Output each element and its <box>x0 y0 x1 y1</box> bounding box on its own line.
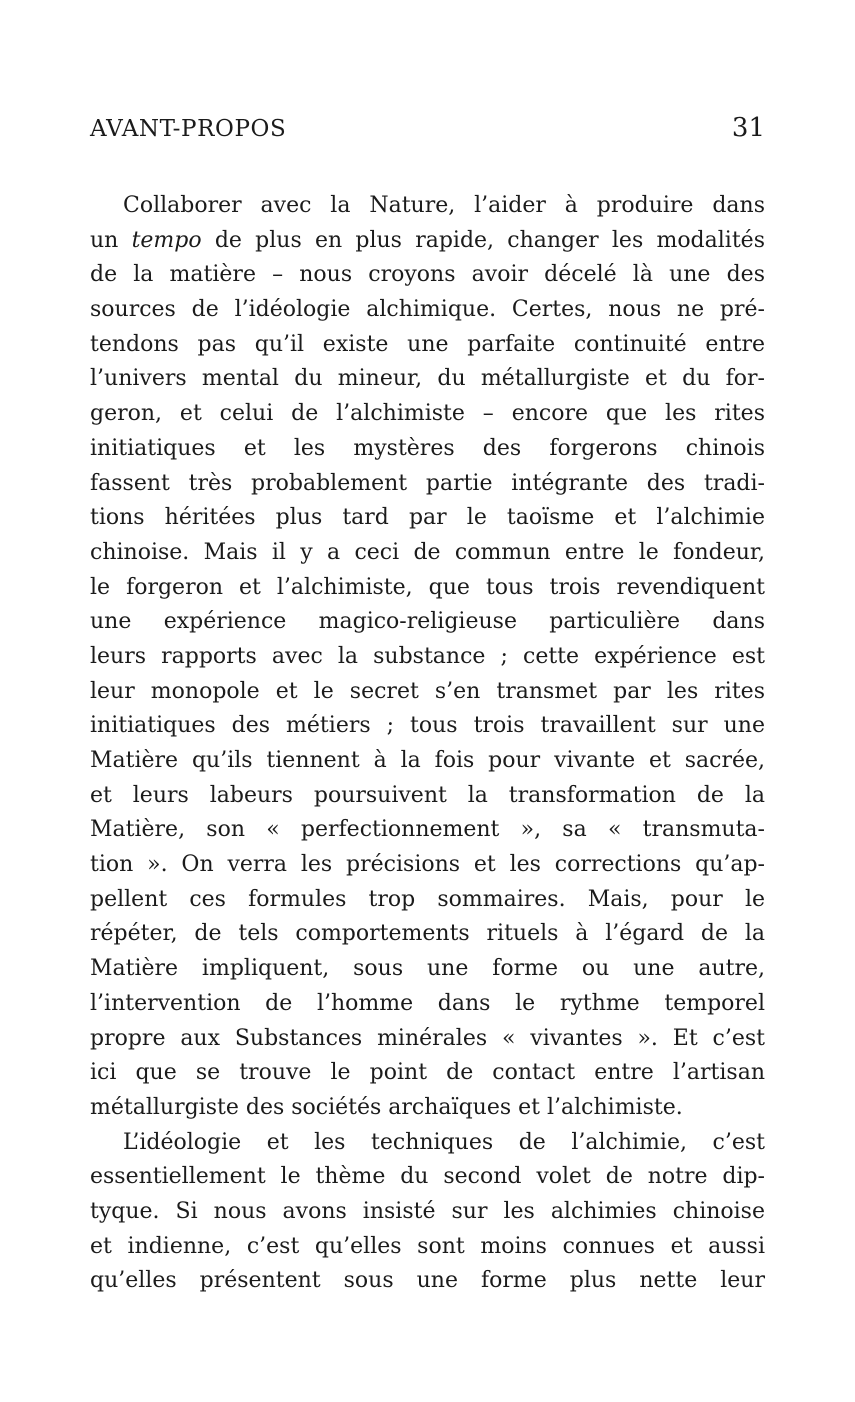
paragraph <box>90 1126 765 1299</box>
text-line: tion ». On verra les précisions et les corrections qu’ap- <box>90 852 765 878</box>
text-line: tyque. Si nous avons insisté sur les alchimies chinoise <box>90 1198 765 1224</box>
text-line: Collaborer avec la Nature, l’aider à produire dans <box>123 193 765 218</box>
text-line: essentiellement le thème du second volet de notre dip- <box>90 1164 765 1190</box>
text-line: sources de l’idéologie alchimique. Certes, nous ne pré- <box>90 297 765 323</box>
text-line: Matière, son « perfectionnement », sa « transmuta- <box>90 817 765 843</box>
italic-word: tempo <box>131 227 202 253</box>
text-line: Matière impliquent, sous une forme ou une autre, <box>90 956 765 982</box>
text-line: chinoise. Mais il y a ceci de commun entre le fondeur, <box>90 539 765 565</box>
text-line: répéter, de tels comportements rituels à l’égard de la <box>90 921 765 947</box>
text-line: une expérience magico-religieuse particulière dans <box>90 609 765 635</box>
text-line: de la matière – nous croyons avoir décelé là une des <box>90 262 765 288</box>
text-line: qu’elles présentent sous une forme plus nette leur <box>90 1268 765 1294</box>
page-number: 31 <box>731 113 765 143</box>
text-line: l’intervention de l’homme dans le rythme temporel <box>90 990 765 1016</box>
text-line: métallurgiste des sociétés archaïques et l’alchimiste. <box>90 1094 683 1120</box>
paragraph <box>90 189 765 1126</box>
text-segment: de plus en plus rapide, changer les modalités <box>201 227 765 253</box>
text-line: l’univers mental du mineur, du métallurgiste et du for- <box>90 366 765 392</box>
text-segment: un <box>90 227 132 253</box>
section-title: AVANT-PROPOS <box>90 116 287 142</box>
text-line: geron, et celui de l’alchimiste – encore que les rites <box>90 401 765 427</box>
text-line: initiatiques des métiers ; tous trois travaillent sur une <box>90 713 765 739</box>
text-line: et leurs labeurs poursuivent la transformation de la <box>90 782 765 808</box>
text-line: ici que se trouve le point de contact entre l’artisan <box>90 1060 765 1086</box>
text-line: et indienne, c’est qu’elles sont moins connues et aussi <box>90 1233 765 1259</box>
text-line: propre aux Substances minérales « vivantes ». Et c’est <box>90 1025 765 1051</box>
text-line: Matière qu’ils tiennent à la fois pour vivante et sacrée, <box>90 748 765 773</box>
text-line: leurs rapports avec la substance ; cette expérience est <box>90 643 765 669</box>
text-line: fassent très probablement partie intégrante des tradi- <box>90 470 765 496</box>
running-header <box>90 113 765 143</box>
text-line: L’idéologie et les techniques de l’alchimie, c’est <box>123 1129 765 1155</box>
text-line: leur monopole et le secret s’en transmet par les rites <box>90 678 765 704</box>
text-line: initiatiques et les mystères des forgerons chinois <box>90 435 765 461</box>
text-line: tions héritées plus tard par le taoïsme et l’alchimie <box>90 505 765 531</box>
text-line <box>90 224 765 259</box>
text-block <box>90 189 765 1299</box>
text-line: le forgeron et l’alchimiste, que tous trois revendiquent <box>90 574 765 600</box>
text-line: pellent ces formules trop sommaires. Mais, pour le <box>90 886 765 912</box>
text-line: tendons pas qu’il existe une parfaite continuité entre <box>90 331 765 357</box>
